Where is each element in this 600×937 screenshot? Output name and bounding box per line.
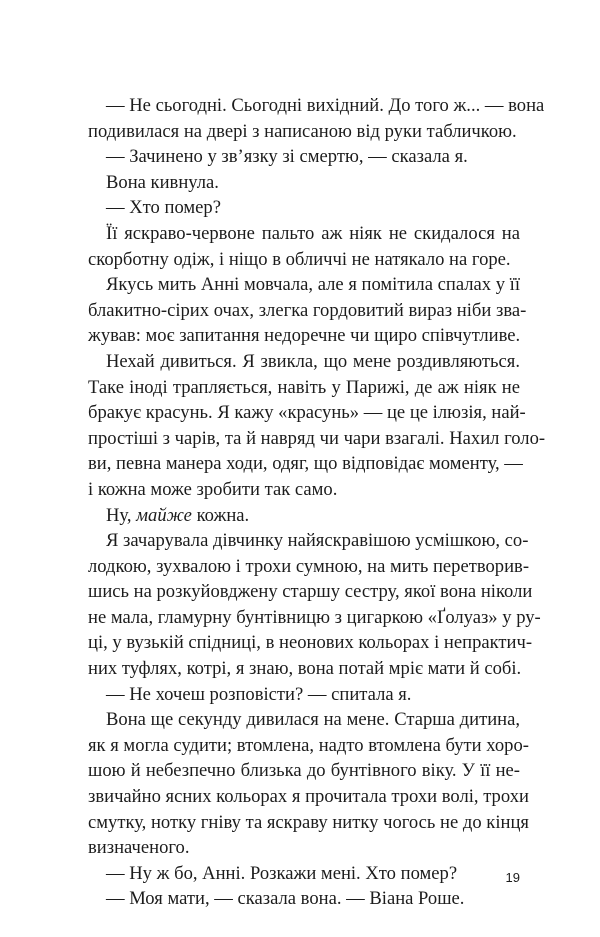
text-line: шою й небезпечно близька до бунтівного віку. У її не- (88, 760, 520, 782)
text-line: шись на розкуйовджену старшу сестру, якої вона ніколи (88, 581, 533, 603)
text-line: скорботну одіж, і ніщо в обличчі не натякало на горе. (88, 248, 511, 270)
text-line: звичайно ясних кольорах я прочитала трохи волі, трохи (88, 786, 529, 808)
page-number: 19 (505, 870, 520, 885)
text-line: ви, певна манера ходи, одяг, що відповідає моменту, — (88, 453, 523, 475)
text-line: смутку, нотку гніву та яскраву нитку чогось не до кінця (88, 811, 529, 833)
text-line: — Моя мати, — сказала вона. — Віана Роше. (106, 888, 465, 910)
text-line: Якусь мить Анні мовчала, але я помітила спалах у її (106, 274, 520, 296)
text-line: лодкою, зухвалою і трохи сумною, на мить перетворив- (88, 555, 530, 577)
text-line: — Зачинено у зв’язку зі смертю, — сказала я. (106, 146, 468, 168)
text-line: Ну, майже кожна. (106, 504, 250, 526)
text-line: — Хто помер? (106, 197, 221, 219)
text-line: блакитно-сірих очах, злегка гордовитий вираз ніби зва- (88, 299, 527, 321)
text-line: жував: моє запитання недоречне чи щиро співчутливе. (88, 325, 521, 347)
text-line: Вона ще секунду дивилася на мене. Старша дитина, (106, 709, 520, 731)
emphasis: майже (136, 504, 192, 526)
text-line: як я могла судити; втомлена, надто втомлена бути хоро- (88, 734, 529, 756)
text-line: ці, у вузькій спідниці, в неонових кольорах і непрактич- (88, 632, 533, 654)
text-line: — Ну ж бо, Анні. Розкажи мені. Хто помер? (106, 862, 458, 884)
text-line: — Не сьогодні. Сьогодні вихідний. До того ж... — вона (106, 95, 545, 116)
text-line: Її яскраво-червоне пальто аж ніяк не скидалося на (106, 222, 520, 244)
text-line: Вона кивнула. (106, 171, 219, 193)
text-line: Таке іноді трапляється, навіть у Парижі, де аж ніяк не (88, 376, 520, 398)
text-line: і кожна може зробити так само. (88, 478, 338, 500)
text-line: Я зачарувала дівчинку найяскравішою усмішкою, со- (106, 530, 529, 552)
text-line: визначеного. (88, 837, 190, 859)
text-line: простіші з чарів, та й навряд чи чари взагалі. Нахил голо- (88, 427, 546, 449)
body-text (88, 93, 546, 912)
text-line: не мала, гламурну бунтівницю з цигаркою «Ґолуаз» у ру- (88, 606, 541, 628)
text-line: Нехай дивиться. Я звикла, що мене роздивляються. (106, 350, 520, 372)
text-line: — Не хочеш розповісти? — спитала я. (106, 683, 412, 705)
text-line: них туфлях, котрі, я знаю, вона потай мріє мати й собі. (88, 658, 522, 680)
text-line: бракує красунь. Я кажу «красунь» — це це ілюзія, най- (88, 402, 526, 424)
text-line: подивилася на двері з написаною від руки табличкою. (88, 120, 517, 142)
